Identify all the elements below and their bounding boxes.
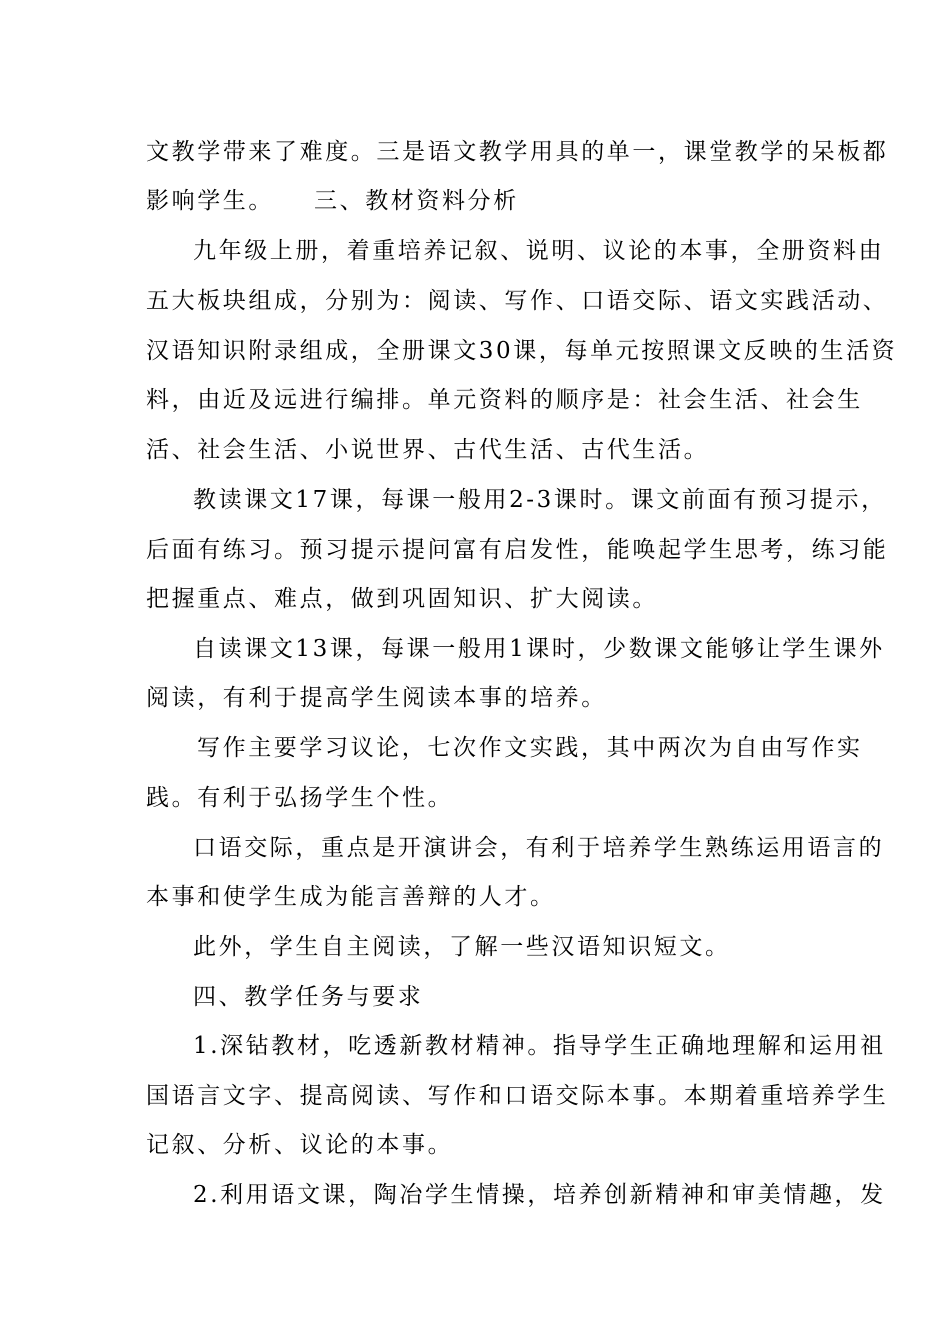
text-line: 口语交际，重点是开演讲会，有利于培养学生熟练运用语言的 [193, 835, 885, 861]
text-line: 此外，学生自主阅读，了解一些汉语知识短文。 [193, 934, 731, 960]
text-line: 活、社会生活、小说世界、古代生活、古代生活。 [146, 437, 710, 463]
text-line: 写作主要学习议论，七次作文实践，其中两次为自由写作实 [197, 735, 863, 761]
text-line: 阅读，有利于提高学生阅读本事的培养。 [146, 685, 607, 711]
text-line: 把握重点、难点，做到巩固知识、扩大阅读。 [146, 586, 658, 612]
text-line: 后面有练习。预习提示提问富有启发性，能唤起学生思考，练习能 [146, 537, 889, 563]
text-line: 本事和使学生成为能言善辩的人才。 [146, 884, 556, 910]
text-line: 汉语知识附录组成，全册课文30课，每单元按照课文反映的生活资 [146, 338, 898, 364]
text-line: 文教学带来了难度。三是语文教学用具的单一，课堂教学的呆板都 [146, 139, 889, 165]
text-line: 九年级上册，着重培养记叙、说明、议论的本事，全册资料由 [193, 238, 885, 264]
text-line: 1.深钻教材，吃透新教材精神。指导学生正确地理解和运用祖 [193, 1033, 886, 1059]
text-line: 践。有利于弘扬学生个性。 [146, 785, 454, 811]
text-line: 影响学生。 [146, 188, 274, 214]
section-heading: 四、教学任务与要求 [193, 984, 424, 1010]
section-heading: 三、教材资料分析 [314, 188, 519, 214]
text-line: 五大板块组成，分别为：阅读、写作、口语交际、语文实践活动、 [146, 288, 889, 314]
text-line: 教读课文17课，每课一般用2-3课时。课文前面有预习提示， [193, 487, 887, 513]
text-line: 料，由近及远进行编排。单元资料的顺序是：社会生活、社会生 [146, 387, 863, 413]
text-line: 记叙、分析、议论的本事。 [146, 1132, 454, 1158]
text-line: 国语言文字、提高阅读、写作和口语交际本事。本期着重培养学生 [146, 1083, 889, 1109]
text-line: 2.利用语文课，陶冶学生情操，培养创新精神和审美情趣，发 [193, 1182, 886, 1208]
text-line: 自读课文13课，每课一般用1课时，少数课文能够让学生课外 [193, 636, 885, 662]
